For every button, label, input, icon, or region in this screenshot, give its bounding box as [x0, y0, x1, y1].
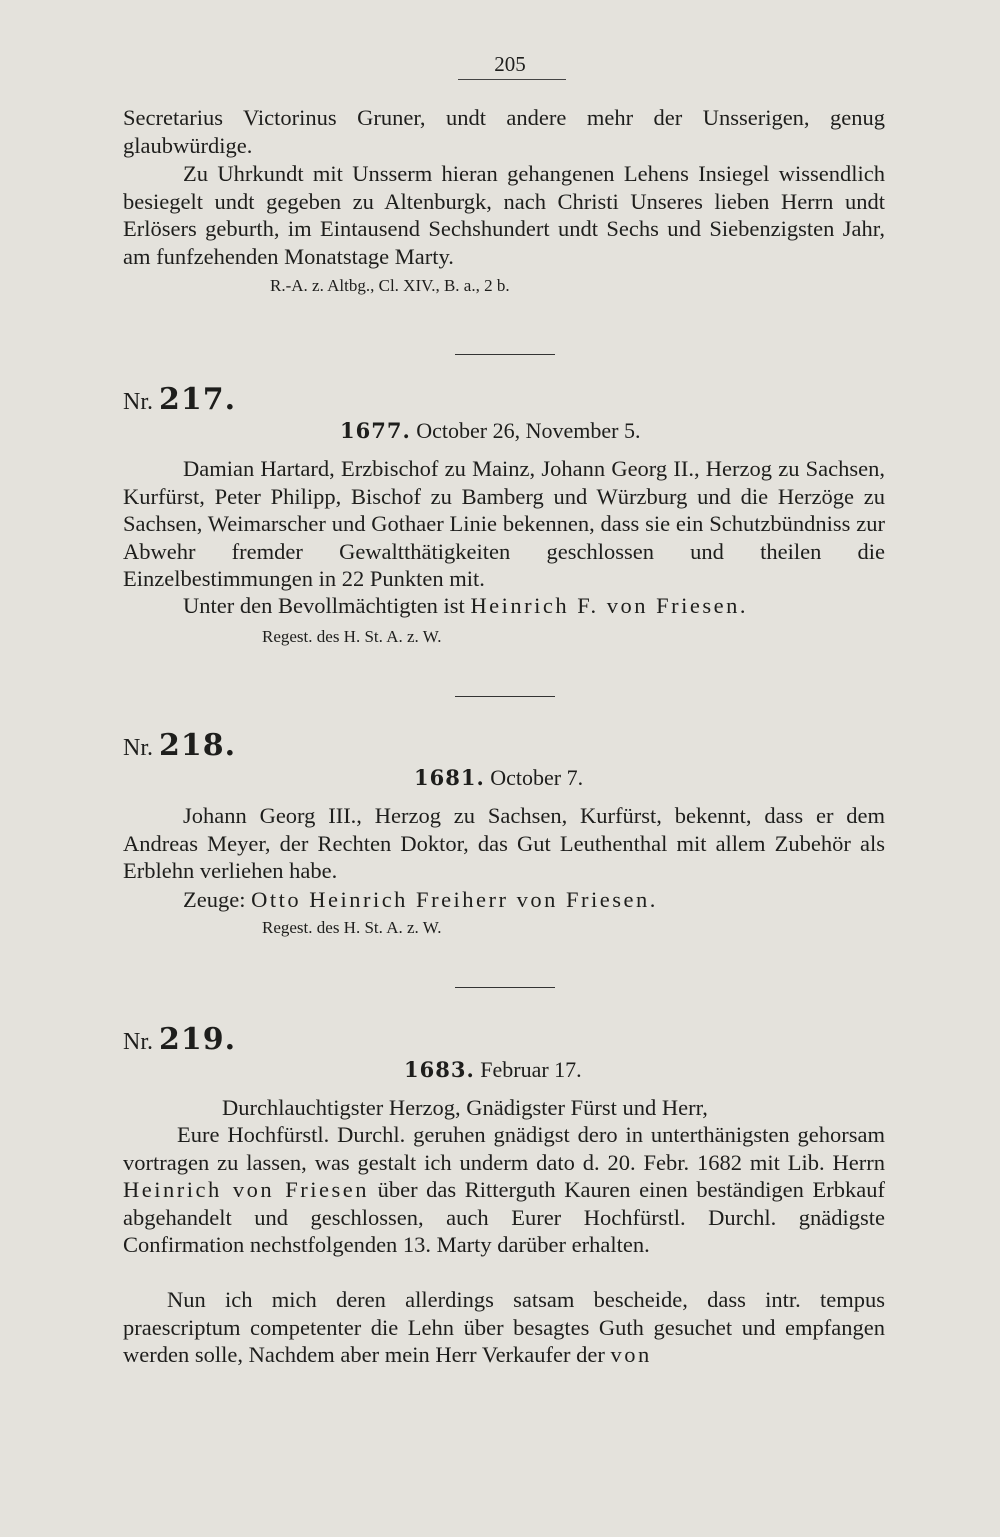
entry-217-witness-prefix: Unter den Bevollmächtigten ist	[183, 593, 465, 618]
entry-number-prefix: Nr.	[123, 1029, 153, 1055]
intro-source: R.-A. z. Altbg., Cl. XIV., B. a., 2 b.	[270, 276, 510, 295]
entry-218-witness-prefix: Zeuge:	[183, 887, 246, 912]
entry-218-paragraph-2	[123, 886, 885, 914]
entry-date-text: Februar 17.	[480, 1057, 582, 1082]
entry-218-paragraph-1: Johann Georg III., Herzog zu Sachsen, Kurfürst, bekennt, dass er dem Andreas Meyer, der Rechten Doktor, das Gut Leuthenthal mit allem Zubehör als Erblehn verliehen habe.	[123, 803, 885, 883]
entry-219-person-name: Heinrich von Friesen	[123, 1177, 369, 1202]
entry-date-text: October 7.	[490, 765, 584, 790]
entry-217-person-name: Heinrich F. von Friesen.	[470, 593, 748, 618]
entry-217-source: Regest. des H. St. A. z. W.	[262, 627, 442, 646]
page-number: 205	[494, 52, 526, 76]
entry-219-text-b: über das Ritterguth Kauren einen beständigen Erbkauf abgehandelt und geschlossen, auch Eurer Hochfürstl. Durchl. gnädigste Confirmation nechstfolgenden 13. Marty darüber erhalten.	[123, 1177, 885, 1257]
entry-number-219	[123, 1022, 236, 1057]
entry-219-text-d: von	[610, 1342, 652, 1367]
page-number-rule	[458, 79, 566, 80]
entry-217-paragraph-2	[123, 592, 885, 620]
intro-paragraph-1: Secretarius Victorinus Gruner, undt andere mehr der Unsserigen, genug glaubwürdige.	[123, 105, 885, 158]
entry-number-217	[123, 382, 236, 417]
entry-date-218	[414, 765, 583, 791]
entry-219-text-a: Eure Hochfürstl. Durchl. geruhen gnädigst dero in unterthänigsten gehorsam vortragen zu lassen, was gestalt ich underm dato d. 20. Febr. 1682 mit Lib. Herrn	[123, 1122, 885, 1175]
entry-number-prefix: Nr.	[123, 735, 153, 761]
entry-year: 1683.	[404, 1057, 475, 1082]
entry-year: 1681.	[414, 765, 485, 790]
separator-rule	[455, 987, 555, 988]
entry-219-text-c: Nun ich mich deren allerdings satsam bescheide, dass intr. tempus praescriptum competenter die Lehn über besagtes Guth gesuchet und empfangen werden solle, Nachdem aber mein Herr Verkaufer der	[123, 1287, 885, 1367]
separator-rule	[455, 696, 555, 697]
entry-date-text: October 26, November 5.	[416, 418, 641, 443]
entry-219-paragraph-1	[123, 1121, 885, 1259]
entry-number-218	[123, 728, 236, 763]
entry-217-paragraph-1: Damian Hartard, Erzbischof zu Mainz, Johann Georg II., Herzog zu Sachsen, Kurfürst, Peter Philipp, Bischof zu Bamberg und Würzburg und die Herzöge zu Sachsen, Weimarscher und Gothaer Linie bekennen, dass sie ein Schutzbündniss zur Abwehr fremder Gewaltthätigkeiten geschlossen und theilen die Einzelbestimmungen in 22 Punkten mit.	[123, 456, 885, 591]
entry-date-217	[340, 418, 640, 444]
intro-paragraph-2: Zu Uhrkundt mit Unsserm hieran gehangenen Lehens Insiegel wissendlich besiegelt undt gegeben zu Altenburgk, nach Christi Unseres lieben Herrn undt Erlösers geburth, im Eintausend Sechshundert undt Sechs und Siebenzigsten Jahr, am funfzehenden Monatstage Marty.	[123, 161, 885, 269]
entry-number-prefix: Nr.	[123, 389, 153, 415]
entry-219-paragraph-2	[123, 1286, 885, 1369]
entry-date-219	[404, 1057, 582, 1083]
entry-218-source: Regest. des H. St. A. z. W.	[262, 918, 442, 937]
entry-number: 218.	[159, 728, 237, 763]
entry-number: 217.	[159, 382, 237, 417]
entry-number: 219.	[159, 1022, 237, 1057]
separator-rule	[455, 354, 555, 355]
entry-219-salutation: Durchlauchtigster Herzog, Gnädigster Fürst und Herr,	[222, 1095, 708, 1120]
entry-218-person-name: Otto Heinrich Freiherr von Friesen.	[251, 887, 658, 912]
entry-year: 1677.	[340, 418, 411, 443]
